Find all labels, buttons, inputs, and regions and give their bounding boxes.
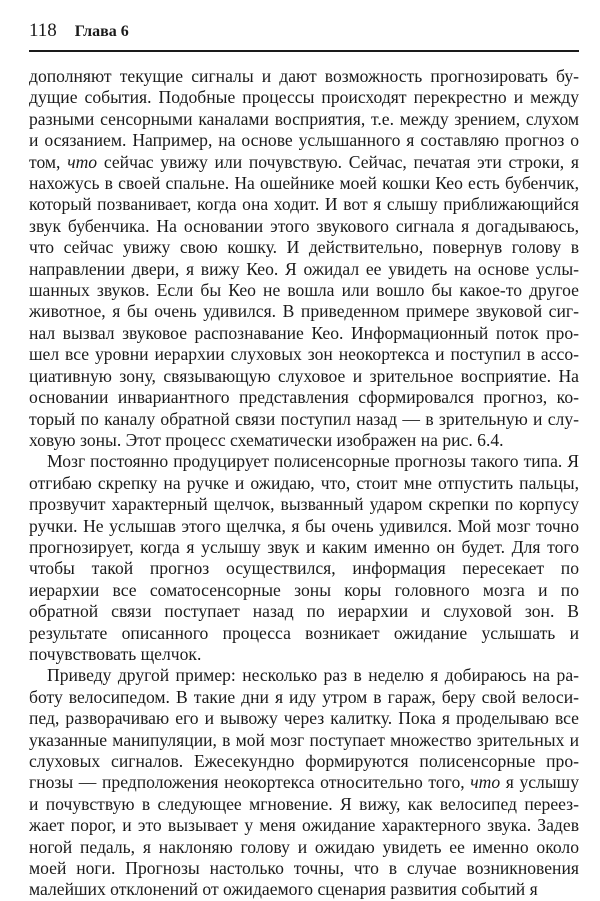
paragraph-1-text-a: дополняют текущие сигналы и дают возможность прогнозировать будущие события. Подобные процессы происходят перекрестно и между разными сенсорными каналами восприятия, т.е. между зрением, слухом и осязанием. Например, на основе услышанного я составляю прогноз о том,: [29, 66, 579, 172]
paragraph-3: [29, 665, 579, 900]
paragraph-2: [29, 451, 579, 665]
page-number: 118: [29, 20, 57, 41]
paragraph-1-emphasis: что: [67, 151, 98, 172]
paragraph-3-emphasis: что: [470, 772, 501, 793]
paragraph-1-text-b: сейчас увижу или почувствую. Сейчас, печатая эти строки, я нахожусь в своей спальне. На ошейнике моей кошки Кео есть бубенчик, который позванивает, когда она ходит. И вот я слышу приближающийся звук бубенчика. На основании этого звукового сигнала я догадываюсь, что сейчас увижу свою кошку. И действительно, повернув голову в направлении двери, я вижу Кео. Я ожидал ее увидеть на основе услышанных звуков. Если бы Кео не вошла или вошло бы какое-то другое животное, я бы очень удивился. В приведенном примере звуковой сигнал вызвал звуковое распознавание Кео. Информационный поток прошел все уровни иерархии слуховых зон неокортекса и поступил в ассоциативную зону, связывающую слуховое и зрительное восприятие. На основании инвариантного представления сформировался прогноз, который по каналу обратной связи поступил назад — в зрительную и слуховую зоны. Этот процесс схематически изображен на рис. 6.4.: [29, 151, 579, 450]
paragraph-2-text: Мозг постоянно продуцирует полисенсорные прогнозы такого типа. Я отгибаю скрепку на ручке и ожидаю, что, стоит мне отпустить пальцы, прозвучит характерный щелчок, вызванный ударом скрепки по корпусу ручки. Не услышав этого щелчка, я бы очень удивился. Мой мозг точно прогнозирует, когда я услышу звук и каким именно он будет. Для того чтобы такой прогноз осуществился, информация пересекает по иерархии все соматосенсорные зоны коры головного мозга и по обратной связи поступает назад по иерархии и слуховой зон. В результате описанного процесса возникает ожидание услышать и почувствовать щелчок.: [29, 451, 579, 664]
paragraph-3-text-a: Приведу другой пример: несколько раз в неделю я добираюсь на работу велосипедом. В такие дни я иду утром в гараж, беру свой велосипед, разворачиваю его и вывожу через калитку. Пока я проделываю все указанные манипуляции, в мой мозг поступает множество зрительных и слуховых сигналов. Ежесекундно формируются полисенсорные прогнозы — предположения неокортекса относительно того,: [29, 665, 579, 793]
body-text: [29, 66, 579, 901]
paragraph-3-text-b: я услышу и почувствую в следующее мгновение. Я вижу, как велосипед переезжает порог, и это вызывает у меня ожидание характерного звука. Задев ногой педаль, я наклоняю голову и ожидаю увидеть ее именно около моей ноги. Прогнозы настолько точны, что в случае возникновения малейших отклонений от ожидаемого сценария развития событий я: [29, 772, 579, 900]
chapter-title: Глава 6: [74, 23, 129, 40]
book-page: [29, 20, 579, 901]
running-header: [29, 20, 579, 52]
paragraph-1: [29, 66, 579, 451]
